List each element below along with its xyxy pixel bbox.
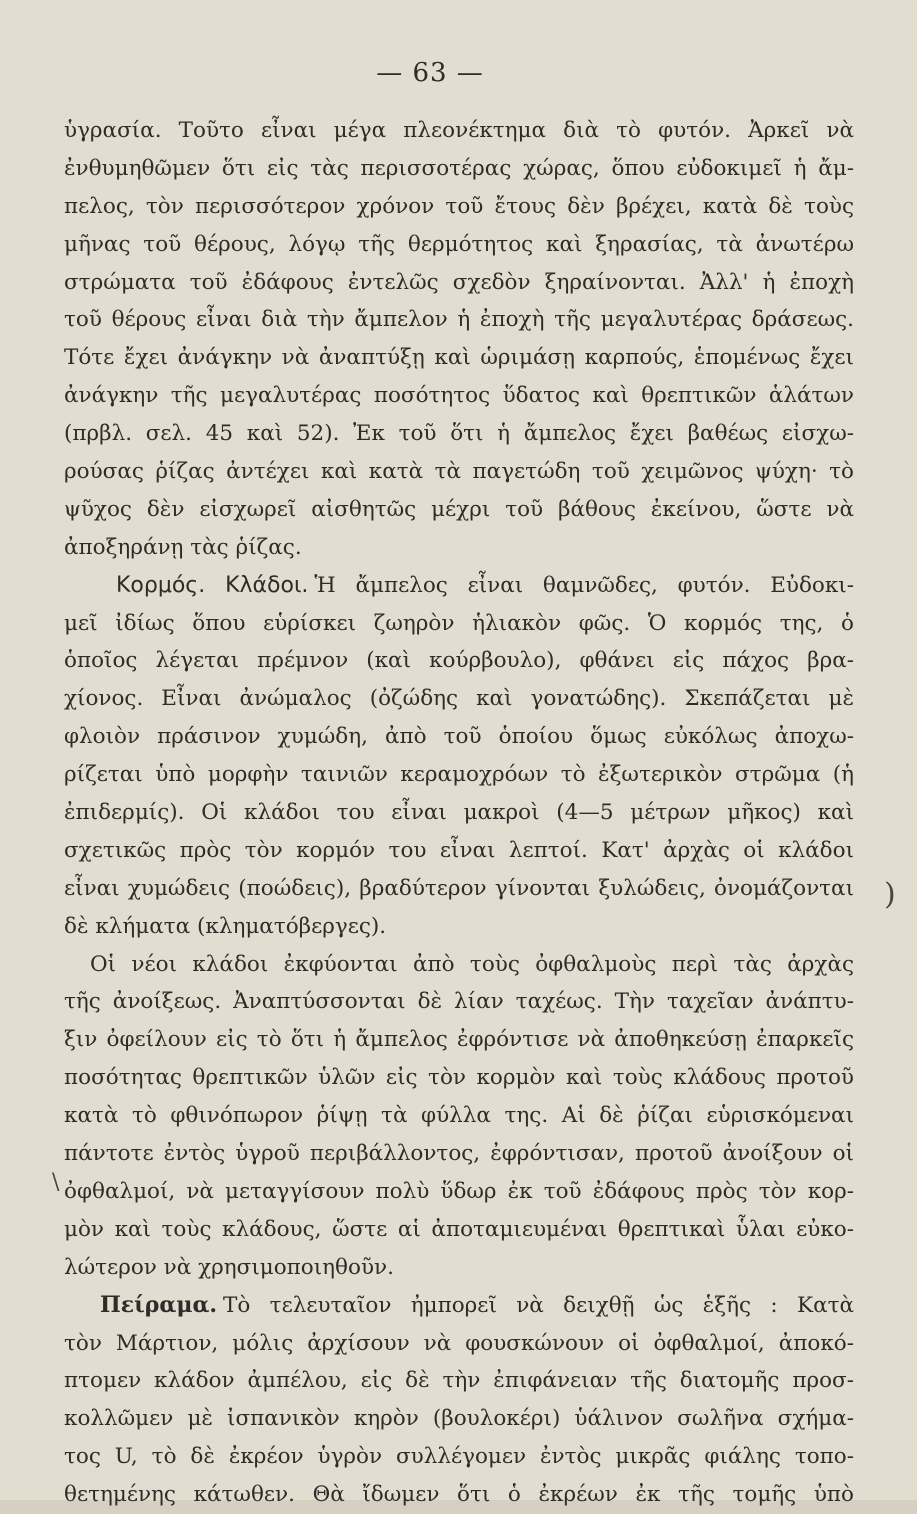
text-line: τοῦ θέρους εἶναι διὰ τὴν ἄμπελον ἡ ἐποχὴ τῆς μεγαλυτέρας δράσεως. bbox=[64, 307, 854, 333]
section-first-line bbox=[64, 567, 854, 605]
text-line: ψῦχος δὲν εἰσχωρεῖ αἰσθητῶς μέχρι τοῦ βάθους ἐκείνου, ὥστε νὰ bbox=[64, 496, 854, 522]
text-line: ξιν ὀφείλουν εἰς τὸ ὅτι ἡ ἄμπελος ἐφρόντισε νὰ ἀποθηκεύσῃ ἐπαρκεῖς bbox=[64, 1027, 854, 1053]
text-line: ὑγρασία. Τοῦτο εἶναι μέγα πλεονέκτημα διὰ τὸ φυτόν. Ἀρκεῖ νὰ bbox=[64, 118, 854, 143]
text-line: (πρβλ. σελ. 45 καὶ 52). Ἐκ τοῦ ὅτι ἡ ἄμπελος ἔχει βαθέως εἰσχω- bbox=[64, 421, 854, 447]
text-line: χίονος. Εἶναι ἀνώμαλος (ὀζώδης καὶ γονατώδης). Σκεπάζεται μὲ bbox=[64, 686, 854, 712]
text-line: ρούσας ῥίζας ἀντέχει καὶ κατὰ τὰ παγετώδη τοῦ χειμῶνος ψύχη· τὸ bbox=[64, 459, 854, 485]
text-line: σχετικῶς πρὸς τὸν κορμόν του εἶναι λεπτοί. Κατ' ἀρχὰς οἱ κλάδοι bbox=[64, 837, 854, 863]
text-line: ὀφθαλμοί, νὰ μεταγγίσουν πολὺ ὕδωρ ἐκ τοῦ ἐδάφους πρὸς τὸν κορ- bbox=[64, 1178, 854, 1204]
text-line: ποσότητας θρεπτικῶν ὑλῶν εἰς τὸν κορμὸν καὶ τοὺς κλάδους προτοῦ bbox=[64, 1065, 854, 1091]
text-line: πτομεν κλάδον ἀμπέλου, εἰς δὲ τὴν ἐπιφάνειαν τῆς διατομῆς προσ- bbox=[64, 1368, 854, 1394]
text-line: κατὰ τὸ φθινόπωρον ῥίψῃ τὰ φύλλα της. Αἱ δὲ ῥίζαι εὑρισκόμεναι bbox=[64, 1103, 854, 1129]
text-line: ἐπιδερμίς). Οἱ κλάδοι του εἶναι μακροὶ (4—5 μέτρων μῆκος) καὶ bbox=[64, 800, 854, 826]
body-text bbox=[64, 112, 854, 1514]
text-line: πάντοτε ἐντὸς ὑγροῦ περιβάλλοντος, ἐφρόντισαν, προτοῦ ἀνοίξουν οἱ bbox=[64, 1141, 854, 1167]
text-line: ρίζεται ὑπὸ μορφὴν ταινιῶν κεραμοχρόων τὸ ἐξωτερικὸν στρῶμα (ἡ bbox=[64, 762, 854, 788]
margin-bracket-mark: ) bbox=[884, 877, 896, 912]
experiment-heading: Πείραμα. bbox=[100, 1291, 218, 1318]
text-line-fragment: Τὸ τελευταῖον ἠμπορεῖ νὰ δειχθῇ ὡς ἑξῆς : Κατὰ bbox=[223, 1292, 854, 1318]
experiment-first-line bbox=[64, 1287, 854, 1325]
page-number: — 63 — bbox=[376, 58, 484, 88]
text-line: εἶναι χυμώδεις (ποώδεις), βραδύτερον γίνονται ξυλώδεις, ὀνομάζονται bbox=[64, 875, 854, 901]
text-line: ὁποῖος λέγεται πρέμνον (καὶ κούρβουλο), φθάνει εἰς πάχος βρα- bbox=[64, 648, 854, 674]
text-line: Οἱ νέοι κλάδοι ἐκφύονται ἀπὸ τοὺς ὀφθαλμοὺς περὶ τὰς ἀρχὰς bbox=[90, 951, 854, 977]
text-line: φλοιὸν πράσινον χυμώδη, ἀπὸ τοῦ ὁποίου ὅμως εὐκόλως ἀποχω- bbox=[64, 724, 854, 750]
text-line: κολλῶμεν μὲ ἰσπανικὸν κηρὸν (βουλοκέρι) ὑάλινον σωλῆνα σχήμα- bbox=[64, 1406, 854, 1432]
text-line: τὸν Μάρτιον, μόλις ἀρχίσουν νὰ φουσκώνουν οἱ ὀφθαλμοί, ἀποκό- bbox=[64, 1330, 854, 1356]
text-line: Τότε ἔχει ἀνάγκην νὰ ἀναπτύξῃ καὶ ὡριμάσῃ καρπούς, ἑπομένως ἔχει bbox=[64, 345, 854, 371]
text-line: δὲ κλήματα (κληματόβεργες). bbox=[64, 913, 387, 939]
text-line: ἐνθυμηθῶμεν ὅτι εἰς τὰς περισσοτέρας χώρας, ὅπου εὐδοκιμεῖ ἡ ἄμ- bbox=[64, 155, 854, 181]
text-line: θετημένης κάτωθεν. Θὰ ἴδωμεν ὅτι ὁ ἐκρέων ἐκ τῆς τομῆς ὑπὸ bbox=[64, 1482, 854, 1508]
text-line: πελος, τὸν περισσότερον χρόνον τοῦ ἔτους δὲν βρέχει, κατὰ δὲ τοὺς bbox=[64, 193, 854, 219]
text-line: μεῖ ἰδίως ὅπου εὑρίσκει ζωηρὸν ἡλιακὸν φῶς. Ὁ κορμός της, ὁ bbox=[64, 610, 854, 636]
text-line: τῆς ἀνοίξεως. Ἀναπτύσσονται δὲ λίαν ταχέως. Τὴν ταχεῖαν ἀνάπτυ- bbox=[64, 989, 854, 1015]
text-line: ἀποξηράνῃ τὰς ῥίζας. bbox=[64, 534, 302, 560]
text-line-fragment: Ἡ ἄμπελος εἶναι θαμνῶδες, φυτόν. Εὐδοκι- bbox=[314, 572, 854, 598]
text-line: τος U, τὸ δὲ ἐκρέον ὑγρὸν συλλέγομεν ἐντὸς μικρᾶς φιάλης τοπο- bbox=[64, 1444, 854, 1470]
margin-mark: \ bbox=[52, 1170, 60, 1195]
text-line: μῆνας τοῦ θέρους, λόγῳ τῆς θερμότητος καὶ ξηρασίας, τὰ ἀνωτέρω bbox=[64, 231, 854, 257]
text-line: λώτερον νὰ χρησιμοποιηθοῦν. bbox=[64, 1254, 394, 1280]
text-line: στρώματα τοῦ ἐδάφους ἐντελῶς σχεδὸν ξηραίνονται. Ἀλλ' ἡ ἐποχὴ bbox=[64, 269, 854, 295]
text-line: μὸν καὶ τοὺς κλάδους, ὥστε αἱ ἀποταμιευμέναι θρεπτικαὶ ὗλαι εὐκο- bbox=[64, 1216, 854, 1242]
text-line: ἀνάγκην τῆς μεγαλυτέρας ποσότητος ὕδατος καὶ θρεπτικῶν ἁλάτων bbox=[64, 383, 854, 409]
section-heading: Κορμός. Κλάδοι. bbox=[116, 572, 309, 598]
